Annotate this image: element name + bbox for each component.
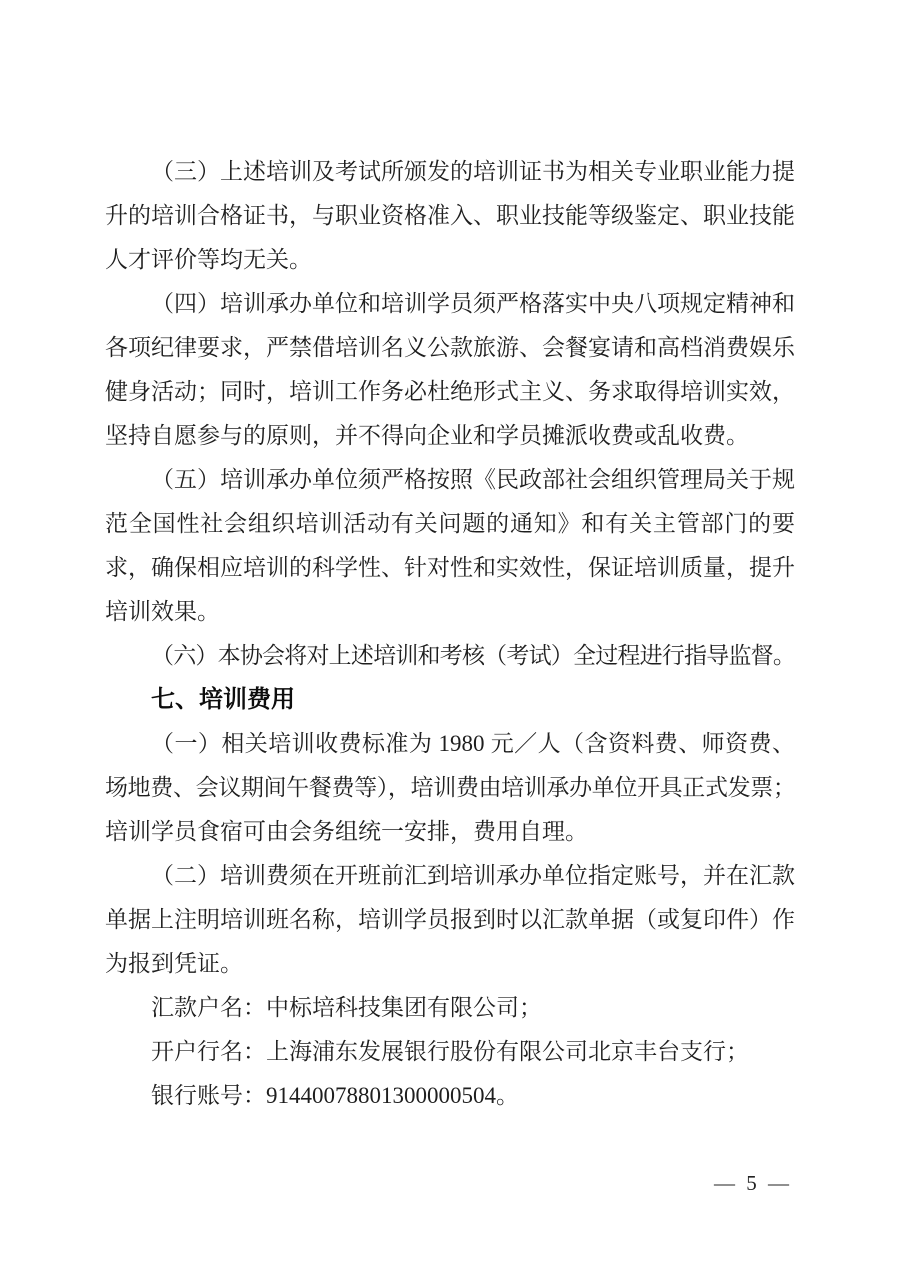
para-4-line-4: 坚持自愿参与的原则，并不得向企业和学员摊派收费或乱收费。 <box>105 423 749 448</box>
para-6-line-1: （六）本协会将对上述培训和考核（考试）全过程进行指导监督。 <box>151 643 795 668</box>
para-4-line-3: 健身活动；同时，培训工作务必杜绝形式主义、务求取得培训实效， <box>105 379 795 404</box>
para-3-line-1: （三）上述培训及考试所颁发的培训证书为相关专业职业能力提 <box>151 159 795 184</box>
para-5-line-2: 范全国性社会组织培训活动有关问题的通知》和有关主管部门的要 <box>105 511 795 536</box>
para-4-line-1: （四）培训承办单位和培训学员须严格落实中央八项规定精神和 <box>151 291 795 316</box>
para-3-line-2: 升的培训合格证书，与职业资格准入、职业技能等级鉴定、职业技能 <box>105 203 795 228</box>
fees-para-2-line-3: 为报到凭证。 <box>105 951 243 976</box>
para-5-line-3: 求，确保相应培训的科学性、针对性和实效性，保证培训质量，提升 <box>105 555 795 580</box>
fees-para-1-line-2: 场地费、会议期间午餐费等），培训费由培训承办单位开具正式发票； <box>105 775 795 800</box>
remit-account-name: 汇款户名：中标培科技集团有限公司； <box>151 995 542 1020</box>
document-body <box>105 150 795 1118</box>
para-5-line-1: （五）培训承办单位须严格按照《民政部社会组织管理局关于规 <box>151 467 795 492</box>
para-4-line-2: 各项纪律要求，严禁借培训名义公款旅游、会餐宴请和高档消费娱乐 <box>105 335 795 360</box>
fees-para-2-line-1: （二）培训费须在开班前汇到培训承办单位指定账号，并在汇款 <box>151 863 795 888</box>
remit-account-number: 银行账号：91440078801300000504。 <box>151 1083 519 1108</box>
para-3-line-3: 人才评价等均无关。 <box>105 247 312 272</box>
fees-para-2-line-2: 单据上注明培训班名称，培训学员报到时以汇款单据（或复印件）作 <box>105 907 795 932</box>
page-number: — 5 — <box>714 1171 792 1195</box>
section-heading-training-fees: 七、培训费用 <box>151 686 295 713</box>
fees-para-1-line-3: 培训学员食宿可由会务组统一安排，费用自理。 <box>105 819 588 844</box>
para-5-line-4: 培训效果。 <box>105 599 220 624</box>
remit-bank-name: 开户行名：上海浦东发展银行股份有限公司北京丰台支行； <box>151 1039 749 1064</box>
fees-para-1-line-1: （一）相关培训收费标准为 1980 元／人（含资料费、师资费、 <box>151 731 795 756</box>
